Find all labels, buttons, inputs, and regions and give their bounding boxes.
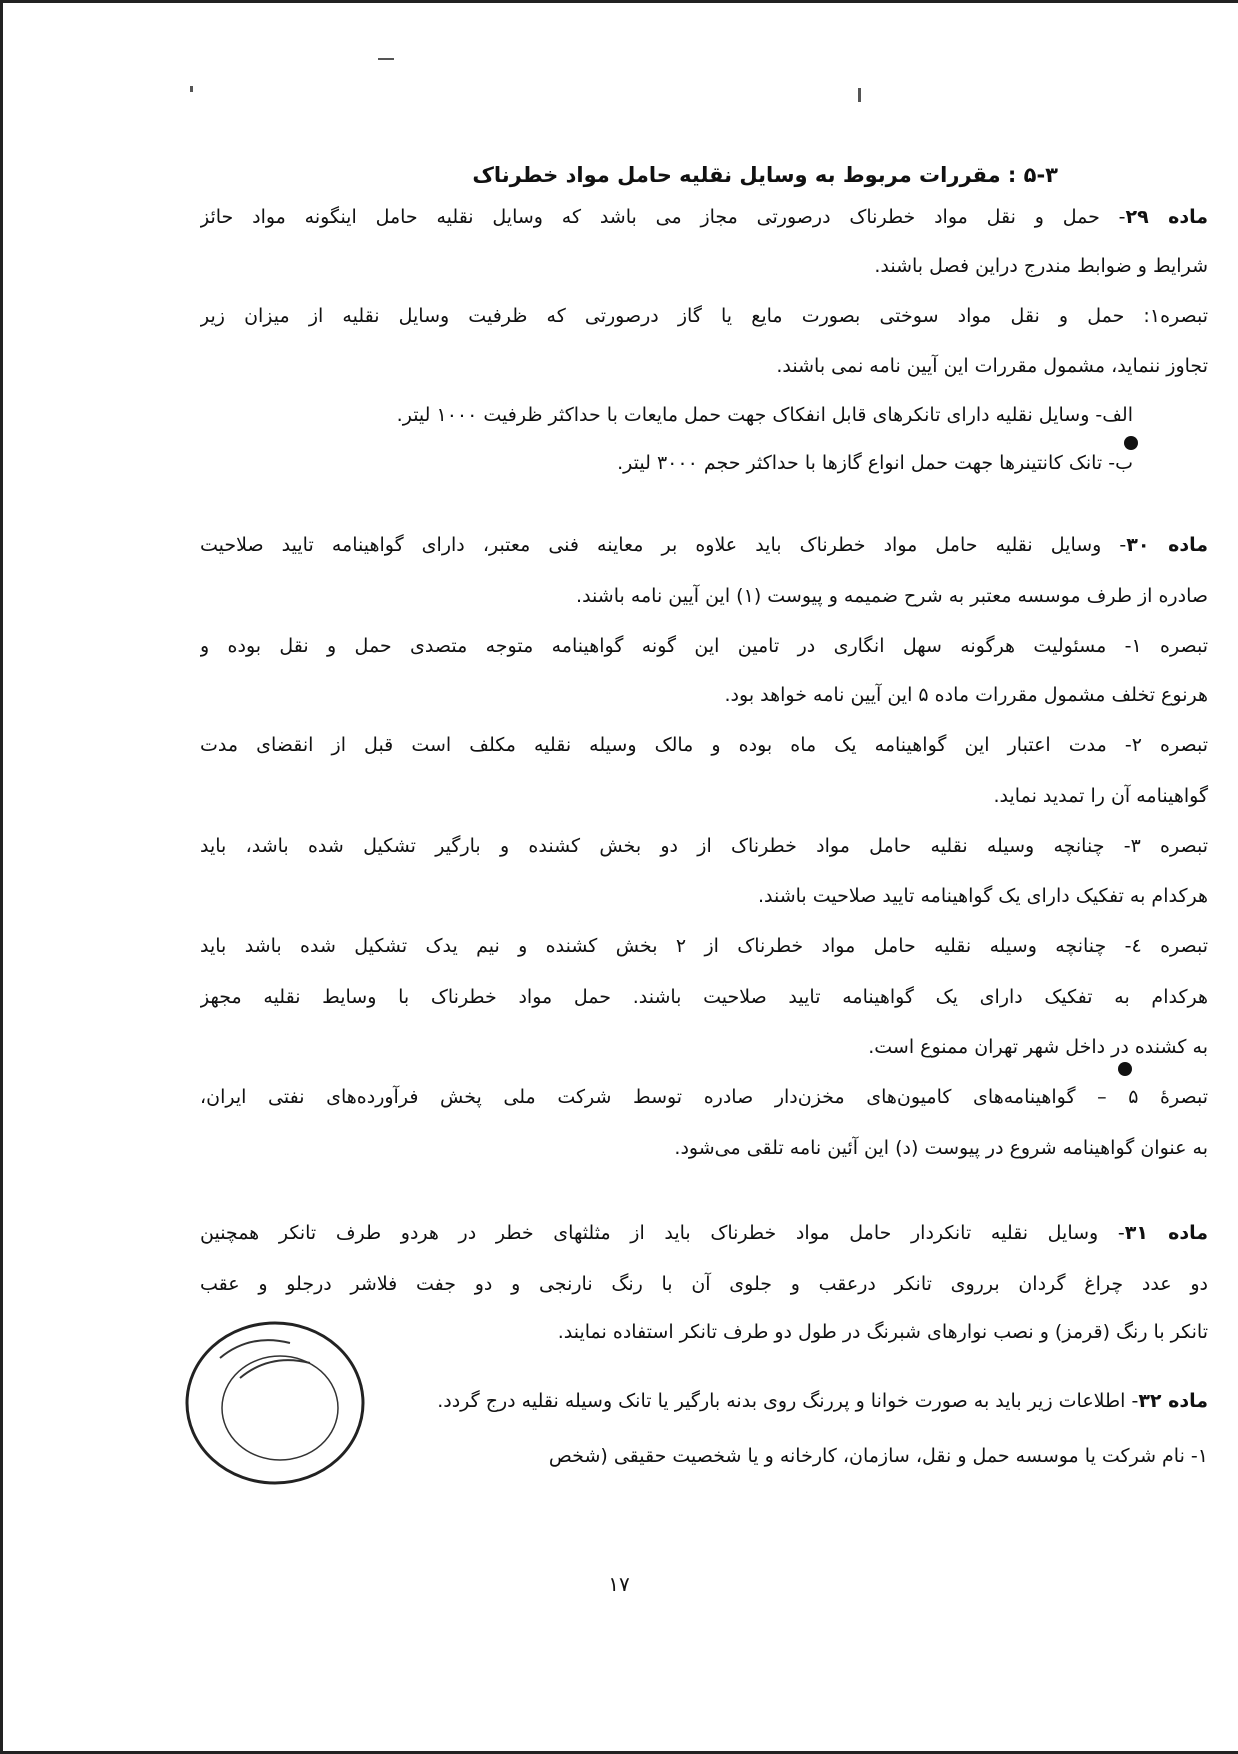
note-30-4-line-1: تبصره ٤- چنانچه وسیله نقلیه حامل مواد خطرناک از ۲ بخش کشنده و نیم یدک تشکیل شده باشد باید [200, 935, 1208, 957]
article-31-line-2: دو عدد چراغ گردان برروی تانکر درعقب و جلوی آن با رنگ نارنجی و دو جفت فلاشر درجلو و عقب [200, 1273, 1208, 1295]
section-title: ۵-۳ : مقررات مربوط به وسایل نقلیه حامل مواد خطرناک [472, 163, 1058, 187]
line-text: - وسایل نقلیه حامل مواد خطرناک باید علاوه بر معاینه فنی معتبر، دارای گواهینامه تایید صلاحیت [200, 534, 1127, 556]
note-30-3-line-1: تبصره ۳- چنانچه وسیله نقلیه حامل مواد خطرناک از دو بخش کشنده و بارگیر تشکیل شده باشد، باید [200, 835, 1208, 857]
page-number: ۱۷ [608, 1572, 630, 1596]
scan-edge-top [0, 0, 1238, 3]
line-text: - اطلاعات زیر باید به صورت خوانا و پررنگ روی بدنه بارگیر یا تانک وسیله نقلیه درج گردد. [437, 1390, 1139, 1412]
note-30-1-line-2: هرنوع تخلف مشمول مقررات ماده ۵ این آیین نامه خواهد بود. [724, 684, 1208, 706]
article-30-line-1 [200, 530, 1208, 560]
item-alef: الف- وسایل نقلیه دارای تانکرهای قابل انفکاک جهت حمل مایعات با حداکثر ظرفیت ۱۰۰۰ لیتر. [396, 404, 1133, 426]
note-30-4-line-2: هرکدام به تفکیک دارای یک گواهینامه تایید صلاحیت باشند. حمل مواد خطرناک با وسایط نقلیه مجهز [200, 986, 1208, 1008]
note-30-5-line-2: به عنوان گواهینامه شروع در پیوست (د) این آئین نامه تلقی می‌شود. [674, 1137, 1208, 1159]
article-label: ماده ۲۹ [1125, 206, 1208, 228]
official-stamp [180, 1318, 370, 1488]
note-30-2-line-2: گواهینامه آن را تمدید نماید. [993, 785, 1208, 807]
note-30-5-line-1: تبصرهٔ ۵ – گواهینامه‌های کامیون‌های مخزن‌دار صادره توسط شرکت ملی پخش فرآورده‌های نفتی ایران، [200, 1086, 1208, 1108]
note-1-line-2: تجاوز ننماید، مشمول مقررات این آیین نامه نمی باشند. [776, 355, 1208, 377]
note-1-line-1: تبصره۱: حمل و نقل مواد سوختی بصورت مایع یا گاز درصورتی که ظرفیت وسایل نقلیه از میزان زیر [200, 305, 1208, 327]
binder-hole [1124, 436, 1138, 450]
item-be: ب- تانک کانتینرها جهت حمل انواع گازها با حداکثر حجم ۳۰۰۰ لیتر. [617, 452, 1133, 474]
article-32-item-1: ۱- نام شرکت یا موسسه حمل و نقل، سازمان، کارخانه و یا شخصیت حقیقی (شخص [548, 1445, 1208, 1467]
article-32-line-1 [330, 1386, 1208, 1416]
article-31-line-1 [200, 1218, 1208, 1248]
note-30-3-line-2: هرکدام به تفکیک دارای یک گواهینامه تایید صلاحیت باشند. [757, 885, 1208, 907]
article-30-line-2: صادره از طرف موسسه معتبر به شرح ضمیمه و پیوست (۱) این آیین نامه باشند. [576, 585, 1208, 607]
note-30-2-line-1: تبصره ۲- مدت اعتبار این گواهینامه یک ماه بوده و مالک وسیله نقلیه مکلف است قبل از انقضای مدت [200, 734, 1208, 756]
scan-speck [190, 86, 193, 92]
scan-speck [858, 88, 861, 102]
line-text: - وسایل نقلیه تانکردار حامل مواد خطرناک باید از مثلثهای خطر در هردو طرف تانکر همچنین [200, 1222, 1125, 1244]
article-29-line-2: شرایط و ضوابط مندرج دراین فصل باشند. [874, 255, 1208, 277]
line-text: - حمل و نقل مواد خطرناک درصورتی مجاز می باشد که وسایل نقلیه حامل اینگونه مواد حائز [200, 206, 1126, 228]
article-29-line-1 [200, 202, 1208, 232]
article-label: ماده ۳۲ [1138, 1390, 1208, 1412]
binder-hole [1118, 1062, 1132, 1076]
note-30-1-line-1: تبصره ۱- مسئولیت هرگونه سهل انگاری در تامین این گونه گواهینامه متوجه متصدی حمل و نقل بوده و [200, 635, 1208, 657]
scan-edge-left [0, 0, 3, 1754]
note-30-4-line-3: به کشنده در داخل شهر تهران ممنوع است. [868, 1036, 1208, 1058]
article-label: ماده ۳۰ [1126, 534, 1208, 556]
article-label: ماده ۳۱ [1124, 1222, 1208, 1244]
scan-speck [378, 58, 394, 60]
article-31-line-3: تانکر با رنگ (قرمز) و نصب نوارهای شبرنگ در طول دو طرف تانکر استفاده نمایند. [557, 1321, 1208, 1343]
